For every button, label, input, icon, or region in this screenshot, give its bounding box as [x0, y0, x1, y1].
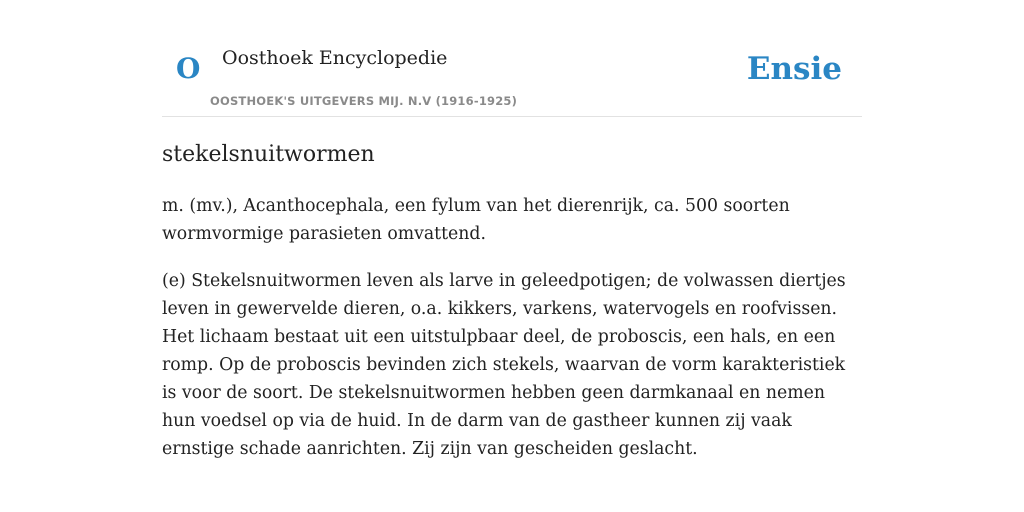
entry-definition: m. (mv.), Acanthocephala, een fylum van het dierenrijk, ca. 500 soorten wormvormige parasieten omvattend. [162, 196, 790, 244]
entry-term-title: stekelsnuitwormen [162, 142, 375, 167]
ensie-brand-logo[interactable]: Ensie [746, 51, 842, 87]
entry-paragraph: (e) Stekelsnuitwormen leven als larve in geleedpotigen; de volwassen diertjes leven in gewervelde dieren, o.a. kikkers, varkens, watervogels en roofvissen. Het lichaam bestaat uit een uitstulpbaar deel, de proboscis, een hals, en een romp. Op de proboscis bevinden zich stekels, waarvan de vorm karakteristiek is voor de soort. De stekelsnuitwormen hebben geen darmkanaal en nemen hun voedsel op via de huid. In de darm van de gastheer kunnen zij vaak ernstige schade aanrichten. Zij zijn van gescheiden geslacht. [162, 271, 846, 459]
publisher-label: OOSTHOEK'S UITGEVERS MIJ. N.V (1916-1925) [210, 94, 518, 108]
source-header [162, 0, 862, 117]
source-logo-icon[interactable]: O [176, 52, 201, 85]
source-title[interactable]: Oosthoek Encyclopedie [222, 47, 448, 69]
